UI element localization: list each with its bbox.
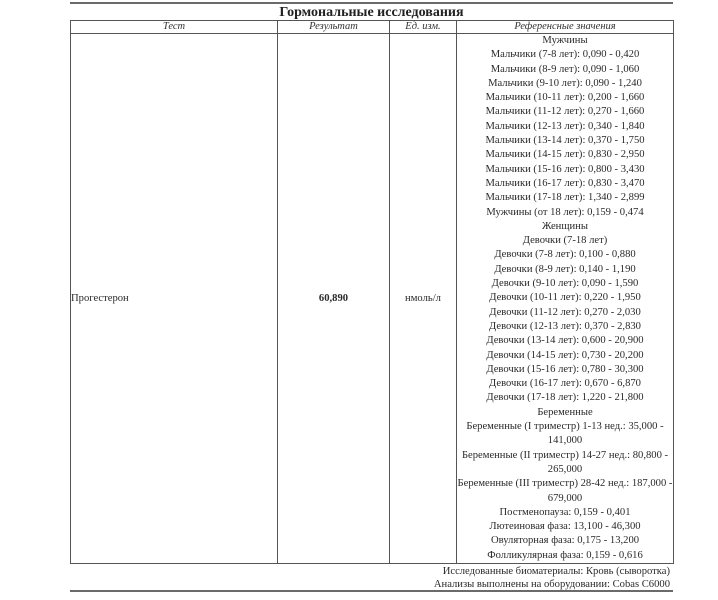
reference-value-line: Мальчики (17-18 лет): 1,340 - 2,899 [485, 192, 645, 204]
reference-value-line: Мальчики (8-9 лет): 0,090 - 1,060 [490, 63, 640, 75]
reference-value-line: Беременные (II триместр) 14-27 нед.: 80,800 - 265,000 [461, 449, 669, 475]
reference-value-line: Девочки (12-13 лет): 0,370 - 2,830 [489, 320, 641, 332]
reference-value-line: Мужчины (от 18 лет): 0,159 - 0,474 [486, 206, 644, 218]
reference-value-line: Мальчики (12-13 лет): 0,340 - 1,840 [485, 120, 645, 132]
reference-value-line: Мальчики (11-12 лет): 0,270 - 1,660 [485, 106, 645, 118]
reference-values-cell [457, 34, 674, 564]
reference-value-line: Девочки (8-9 лет): 0,140 - 1,190 [494, 263, 636, 275]
test-name-cell: Прогестерон [71, 34, 278, 564]
reference-values-list [457, 34, 673, 563]
reference-value-line: Девочки (7-18 лет) [522, 235, 608, 247]
reference-value-line: Лютеиновая фаза: 13,100 - 46,300 [489, 521, 641, 533]
column-header-reference: Референсные значения [457, 21, 674, 34]
reference-value-line: Девочки (11-12 лет): 0,270 - 2,030 [489, 306, 641, 318]
report-footer [70, 566, 670, 591]
reference-value-line: Мальчики (13-14 лет): 0,370 - 1,750 [485, 135, 645, 147]
table-row [71, 34, 674, 564]
reference-value-line: Беременные [537, 406, 593, 418]
unit-cell: нмоль/л [390, 34, 457, 564]
column-header-result: Результат [278, 21, 390, 34]
reference-value-line: Девочки (7-8 лет): 0,100 - 0,880 [494, 249, 636, 261]
reference-value-line: Беременные (I триместр) 1-13 нед.: 35,000 - 141,000 [466, 421, 664, 447]
reference-value-line: Мужчины [542, 35, 588, 46]
column-header-unit: Ед. изм. [390, 21, 457, 34]
reference-value-line: Мальчики (14-15 лет): 0,830 - 2,950 [485, 149, 645, 161]
results-table [70, 20, 674, 564]
biomaterial-note: Исследованные биоматериалы: Кровь (сыворотка) [442, 566, 670, 577]
reference-value-line: Девочки (9-10 лет): 0,090 - 1,590 [491, 278, 639, 290]
result-value-cell: 60,890 [278, 34, 390, 564]
reference-value-line: Девочки (15-16 лет): 0,780 - 30,300 [486, 363, 644, 375]
reference-value-line: Девочки (17-18 лет): 1,220 - 21,800 [486, 392, 644, 404]
reference-value-line: Мальчики (16-17 лет): 0,830 - 3,470 [485, 177, 645, 189]
reference-value-line: Мальчики (10-11 лет): 0,200 - 1,660 [485, 92, 645, 104]
reference-value-line: Мальчики (7-8 лет): 0,090 - 0,420 [490, 49, 640, 61]
equipment-note: Анализы выполнены на оборудовании: Cobas C6000 [433, 578, 670, 590]
reference-value-line: Девочки (16-17 лет): 0,670 - 6,870 [489, 378, 641, 390]
top-divider [70, 2, 673, 4]
reference-value-line: Девочки (14-15 лет): 0,730 - 20,200 [486, 349, 644, 361]
reference-value-line: Девочки (10-11 лет): 0,220 - 1,950 [489, 292, 641, 304]
reference-value-line: Женщины [542, 220, 588, 232]
bottom-divider [70, 590, 673, 592]
reference-value-line: Постменопауза: 0,159 - 0,401 [499, 506, 631, 518]
reference-value-line: Мальчики (15-16 лет): 0,800 - 3,430 [485, 163, 645, 175]
reference-value-line: Овуляторная фаза: 0,175 - 13,200 [490, 535, 640, 547]
reference-value-line: Беременные (III триместр) 28-42 нед.: 187,000 - 679,000 [457, 478, 673, 504]
reference-value-line: Мальчики (9-10 лет): 0,090 - 1,240 [488, 77, 642, 89]
table-header-row [71, 21, 674, 34]
column-header-test: Тест [71, 21, 278, 34]
reference-value-line: Девочки (13-14 лет): 0,600 - 20,900 [486, 335, 644, 347]
reference-value-line: Фолликулярная фаза: 0,159 - 0,616 [487, 549, 643, 561]
section-title: Гормональные исследования [279, 5, 464, 20]
